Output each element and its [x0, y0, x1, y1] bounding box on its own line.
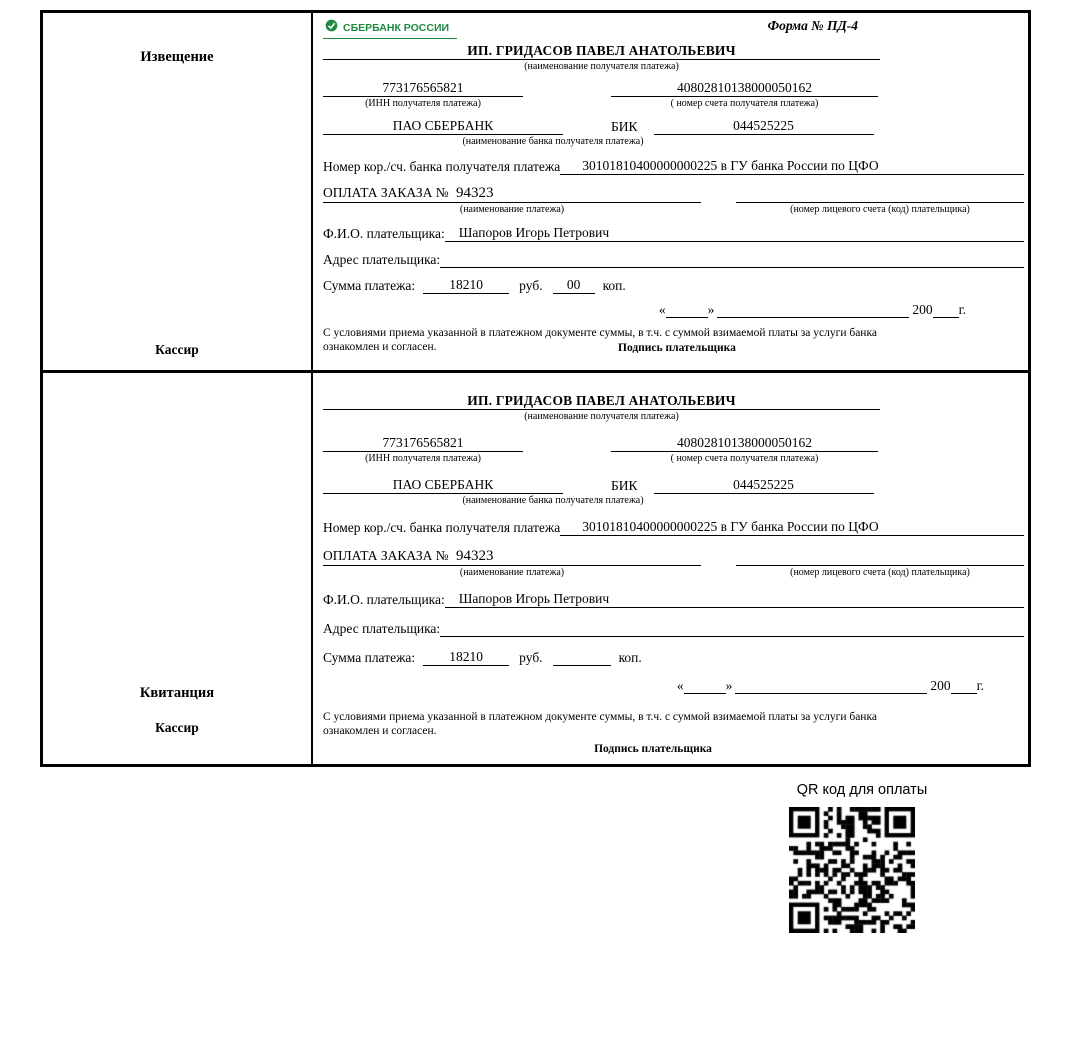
bank-name-column — [323, 117, 563, 135]
payer-account-hint: (номер лицевого счета (код) плательщика) — [790, 567, 970, 578]
bik-value: 044525225 — [654, 476, 874, 494]
payer-code-field — [736, 185, 1024, 203]
recipient-inn: 773176565821 — [323, 79, 523, 97]
bank-name-column — [323, 476, 563, 494]
recipient-name: ИП. ГРИДАСОВ ПАВЕЛ АНАТОЛЬЕВИЧ — [323, 42, 880, 60]
inn-column — [323, 434, 523, 465]
corr-account-row — [323, 157, 1024, 175]
corr-account-label: Номер кор./сч. банка получателя платежа — [323, 159, 561, 174]
payment-hints-row — [323, 203, 1024, 216]
recipient-account-hint: ( номер счета получателя платежа) — [670, 453, 819, 464]
payer-signature-label: Подпись плательщика — [618, 342, 736, 354]
payment-sum-row — [323, 648, 1024, 666]
receipt-title: Квитанция — [139, 685, 215, 701]
payment-purpose-number: 94323 — [456, 185, 494, 201]
payment-purpose-number: 94323 — [456, 548, 494, 564]
date-month-field — [717, 301, 909, 318]
date-day-field — [684, 677, 726, 694]
sum-value: 18210 — [423, 276, 509, 294]
sberbank-logo-text: СБЕРБАНК РОССИИ — [343, 21, 450, 34]
notice-header-row — [323, 18, 1024, 42]
receipt-form-body — [313, 373, 1028, 764]
payment-purpose-label: ОПЛАТА ЗАКАЗА № — [323, 185, 449, 200]
payment-purpose-field — [323, 547, 701, 566]
payer-name-label: Ф.И.О. плательщика: — [323, 226, 445, 241]
payer-signature-label: Подпись плательщика — [594, 743, 712, 755]
qr-payment-block — [786, 782, 938, 933]
date-quote-open: « — [658, 302, 666, 317]
sberbank-logo — [323, 18, 457, 39]
corr-account-row — [323, 518, 1024, 536]
date-row — [323, 677, 984, 694]
payer-address-row — [323, 619, 1024, 637]
recipient-account-hint: ( номер счета получателя платежа) — [670, 98, 819, 109]
date-year-field — [933, 301, 959, 318]
date-year-suffix: г. — [976, 678, 984, 693]
date-quote-close: » — [725, 678, 733, 693]
notice-form-body — [313, 13, 1028, 370]
bik-label: БИК — [611, 478, 638, 493]
qr-caption: QR код для оплаты — [796, 782, 928, 798]
notice-cashier-label: Кассир — [155, 342, 199, 357]
sum-label: Сумма платежа: — [323, 278, 416, 293]
agreement-text: С условиями приема указанной в платежном документе суммы, в т.ч. с суммой взимаемой платы за услуги банка ознакомлен и согласен. — [323, 711, 877, 737]
sberbank-logo-icon — [325, 19, 338, 36]
payer-name-row — [323, 224, 1024, 242]
payment-purpose-hint: (наименование платежа) — [459, 204, 565, 215]
date-day-field — [666, 301, 708, 318]
bank-name: ПАО СБЕРБАНК — [323, 476, 563, 494]
payment-purpose-hint: (наименование платежа) — [459, 567, 565, 578]
payment-sum-row — [323, 276, 1024, 294]
date-year-prefix: 200 — [912, 302, 933, 317]
bank-bik-row — [323, 476, 1024, 494]
recipient-name-block — [323, 392, 880, 423]
bik-value: 044525225 — [654, 117, 874, 135]
date-quote-close: » — [707, 302, 715, 317]
date-year-prefix: 200 — [930, 678, 951, 693]
inn-account-row — [323, 79, 1024, 110]
receipt-stub-column — [43, 373, 313, 764]
bank-name-hint: (наименование банка получателя платежа) — [462, 495, 644, 506]
payer-address-field — [440, 619, 1024, 637]
recipient-account: 40802810138000050162 — [611, 434, 878, 452]
payment-hints-row — [323, 566, 1024, 579]
recipient-name-hint: (наименование получателя платежа) — [524, 61, 679, 72]
rub-label: руб. — [519, 278, 543, 293]
kop-value — [553, 648, 611, 666]
date-year-field — [951, 677, 977, 694]
payment-purpose-field — [323, 184, 701, 203]
payment-form-pd4 — [40, 10, 1031, 767]
notice-title: Извещение — [140, 49, 214, 65]
recipient-name: ИП. ГРИДАСОВ ПАВЕЛ АНАТОЛЬЕВИЧ — [323, 392, 880, 410]
recipient-name-hint: (наименование получателя платежа) — [524, 411, 679, 422]
kop-label: коп. — [618, 650, 642, 665]
bik-column — [654, 476, 874, 494]
date-year-suffix: г. — [958, 302, 966, 317]
sum-label: Сумма платежа: — [323, 650, 416, 665]
payer-name-row — [323, 590, 1024, 608]
payer-address-row — [323, 250, 1024, 268]
form-number-label: Форма № ПД-4 — [767, 18, 858, 33]
qr-code — [789, 807, 915, 933]
bank-name-hint: (наименование банка получателя платежа) — [462, 136, 644, 147]
agreement-block — [323, 710, 1024, 755]
payer-name-label: Ф.И.О. плательщика: — [323, 592, 445, 607]
payment-purpose-row — [323, 547, 1024, 566]
payer-name-value: Шапоров Игорь Петрович — [445, 224, 1024, 242]
rub-label: руб. — [519, 650, 543, 665]
agreement-text: С условиями приема указанной в платежном документе суммы, в т.ч. с суммой взимаемой платы за услуги банка ознакомлен и согласен. — [323, 327, 877, 353]
bank-bik-row — [323, 117, 1024, 135]
payer-address-label: Адрес плательщика: — [323, 252, 441, 267]
receipt-section — [43, 370, 1028, 764]
recipient-inn-hint: (ИНН получателя платежа) — [365, 98, 481, 109]
account-column — [611, 434, 878, 465]
corr-account-value: 30101810400000000225 в ГУ банка России по ЦФО — [560, 518, 1024, 536]
payer-name-value: Шапоров Игорь Петрович — [445, 590, 1024, 608]
kop-value: 00 — [553, 276, 595, 294]
payer-address-field — [440, 250, 1024, 268]
date-quote-open: « — [676, 678, 684, 693]
payer-address-label: Адрес плательщика: — [323, 621, 441, 636]
recipient-name-block — [323, 42, 880, 73]
inn-account-row — [323, 434, 1024, 465]
bank-name: ПАО СБЕРБАНК — [323, 117, 563, 135]
receipt-cashier-label: Кассир — [155, 720, 199, 735]
notice-section — [43, 13, 1028, 370]
account-column — [611, 79, 878, 110]
payment-purpose-row — [323, 184, 1024, 203]
date-row — [323, 301, 966, 318]
payer-account-hint: (номер лицевого счета (код) плательщика) — [790, 204, 970, 215]
bik-column — [654, 117, 874, 135]
recipient-account: 40802810138000050162 — [611, 79, 878, 97]
kop-label: коп. — [602, 278, 626, 293]
notice-stub-column — [43, 13, 313, 370]
corr-account-value: 30101810400000000225 в ГУ банка России по ЦФО — [560, 157, 1024, 175]
agreement-block — [323, 326, 1024, 354]
corr-account-label: Номер кор./сч. банка получателя платежа — [323, 520, 561, 535]
inn-column — [323, 79, 523, 110]
bik-label: БИК — [611, 119, 638, 134]
date-month-field — [735, 677, 927, 694]
sum-value: 18210 — [423, 648, 509, 666]
recipient-inn-hint: (ИНН получателя платежа) — [365, 453, 481, 464]
payment-purpose-label: ОПЛАТА ЗАКАЗА № — [323, 548, 449, 563]
payer-code-field — [736, 548, 1024, 566]
recipient-inn: 773176565821 — [323, 434, 523, 452]
